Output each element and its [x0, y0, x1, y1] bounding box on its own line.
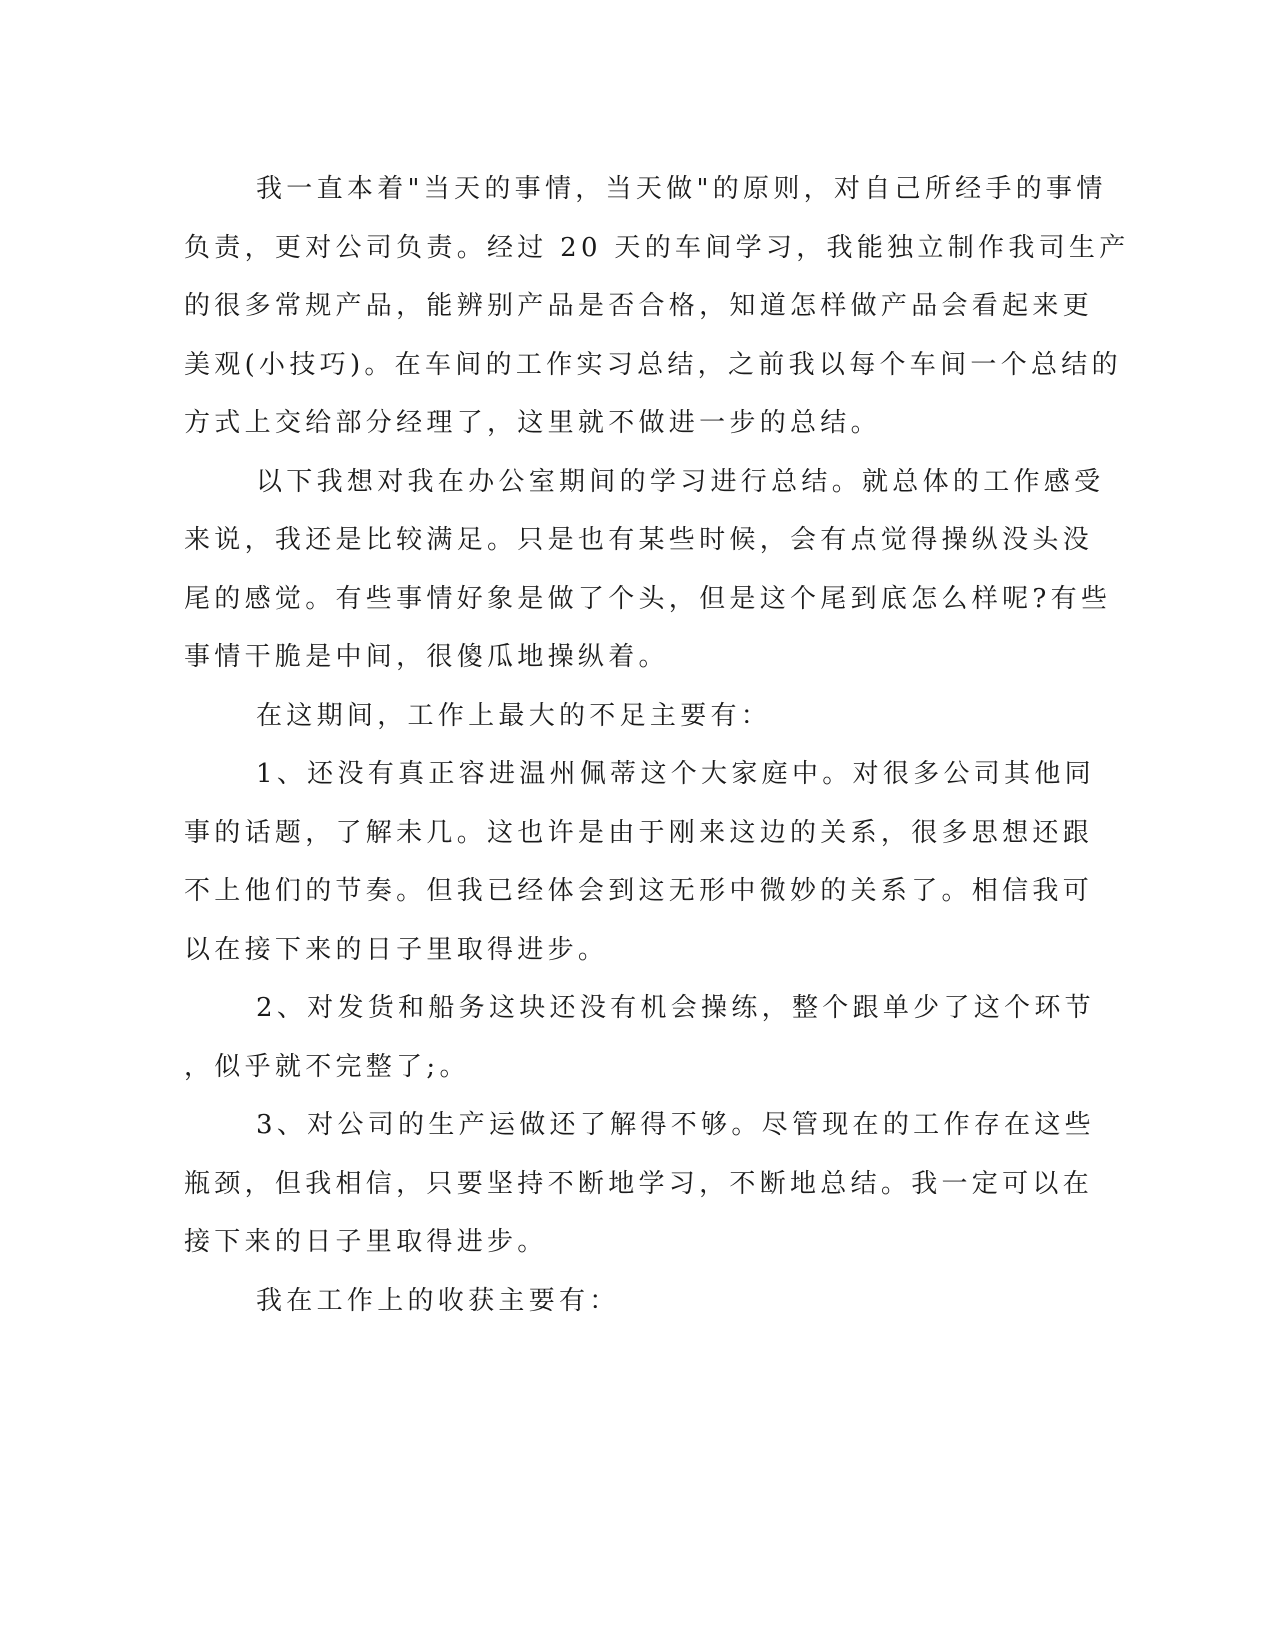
list-item-1-line-3: 不上他们的节奏。但我已经体会到这无形中微妙的关系了。相信我可 — [184, 876, 1094, 906]
list-item-3-line-3: 接下来的日子里取得进步。 — [184, 1227, 548, 1257]
paragraph-2-line-3: 尾的感觉。有些事情好象是做了个头，但是这个尾到底怎么样呢?有些 — [184, 583, 1112, 614]
paragraph-1-line-4: 美观(小技巧)。在车间的工作实习总结，之前我以每个车间一个总结的 — [184, 349, 1122, 380]
paragraph-1-line-2: 负责，更对公司负责。经过 20 天的车间学习，我能独立制作我司生产 — [184, 232, 1130, 263]
list-item-3-line-2: 瓶颈，但我相信，只要坚持不断地学习，不断地总结。我一定可以在 — [184, 1168, 1094, 1199]
list-item-1-line-4: 以在接下来的日子里取得进步。 — [184, 934, 609, 965]
document-body — [184, 160, 1130, 1330]
paragraph-1-line-1: 我一直本着"当天的事情，当天做"的原则，对自己所经手的事情 — [256, 174, 1107, 204]
paragraph-2-line-1: 以下我想对我在办公室期间的学习进行总结。就总体的工作感受 — [256, 466, 1105, 497]
list-item-3-line-1: 3、对公司的生产运做还了解得不够。尽管现在的工作存在这些 — [256, 1110, 1095, 1140]
paragraph-1-line-3: 的很多常规产品，能辨别产品是否合格，知道怎样做产品会看起来更 — [184, 291, 1094, 321]
list-item-2-line-1: 2、对发货和船务这块还没有机会操练，整个跟单少了这个环节 — [256, 993, 1095, 1023]
paragraph-3-line-1: 在这期间，工作上最大的不足主要有： — [256, 700, 772, 731]
paragraph-1-line-5: 方式上交给部分经理了，这里就不做进一步的总结。 — [184, 408, 881, 438]
paragraph-2-line-2: 来说，我还是比较满足。只是也有某些时候，会有点觉得操纵没头没 — [184, 525, 1094, 555]
list-item-1-line-2: 事的话题，了解未几。这也许是由于刚来这边的关系，很多思想还跟 — [184, 817, 1094, 848]
list-item-2-line-2: ，似乎就不完整了;。 — [184, 1051, 470, 1082]
list-item-1-line-1: 1、还没有真正容进温州佩蒂这个大家庭中。对很多公司其他同 — [256, 759, 1095, 789]
paragraph-2-line-4: 事情干脆是中间，很傻瓜地操纵着。 — [184, 642, 669, 672]
paragraph-4-line-1: 我在工作上的收获主要有： — [256, 1285, 620, 1316]
